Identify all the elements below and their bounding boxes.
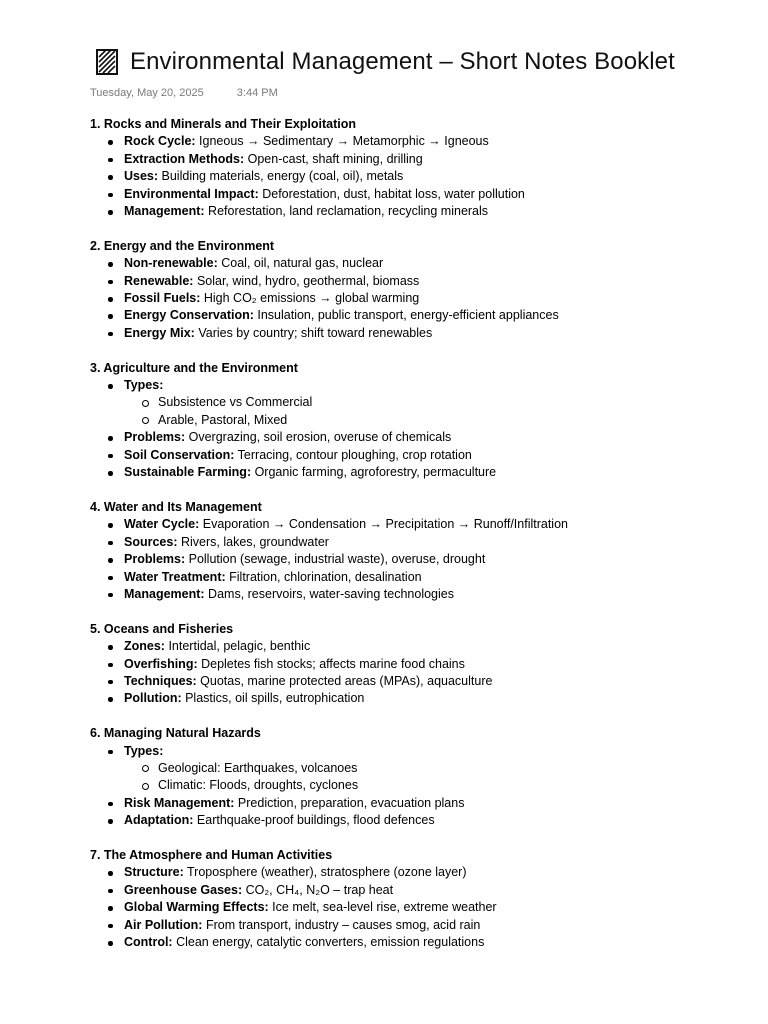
bullet-item (124, 534, 750, 551)
bullet-item (124, 569, 750, 586)
bullet-term: Zones: (124, 639, 165, 654)
sub-bullet-item: Arable, Pastoral, Mixed (158, 412, 750, 429)
bullet-item (124, 203, 750, 220)
bullet-text: Varies by country; shift toward renewables (194, 325, 433, 340)
bullet-text: Filtration, chlorination, desalination (225, 569, 422, 584)
bullet-text: From transport, industry – causes smog, acid rain (202, 917, 481, 932)
bullet-item (124, 290, 750, 307)
bullet-item (124, 255, 750, 272)
section-heading: 1. Rocks and Minerals and Their Exploitation (90, 117, 357, 131)
bullet-item (124, 934, 750, 951)
bullet-text: Overgrazing, soil erosion, overuse of chemicals (185, 430, 452, 445)
sub-bullet-item: Subsistence vs Commercial (158, 394, 750, 411)
bullet-text: Pollution (sewage, industrial waste), overuse, drought (185, 552, 486, 567)
bullet-item (124, 186, 750, 203)
bullet-term: Pollution: (124, 691, 182, 706)
bullet-item (124, 151, 750, 168)
bullet-term: Water Cycle: (124, 517, 200, 532)
bullet-item (124, 133, 750, 150)
bullet-text: Open-cast, shaft mining, drilling (244, 151, 423, 166)
bullet-text: Plastics, oil spills, eutrophication (181, 691, 365, 706)
bullet-text: High CO₂ emissions → global warming (200, 291, 420, 306)
bullet-text: Troposphere (weather), stratosphere (ozone layer) (183, 865, 467, 880)
bullet-term: Fossil Fuels: (124, 291, 201, 306)
bullet-term: Soil Conservation: (124, 447, 235, 462)
bullet-list (90, 743, 750, 830)
bullet-term: Energy Conservation: (124, 308, 254, 323)
bullet-term: Air Pollution: (124, 917, 203, 932)
bullet-term: Types: (124, 743, 164, 758)
bullet-item (124, 690, 750, 707)
bullet-item (124, 656, 750, 673)
section-heading: 4. Water and Its Management (90, 499, 262, 514)
note-section (90, 725, 750, 829)
bullet-term: Sustainable Farming: (124, 465, 252, 480)
bullet-item (124, 812, 750, 829)
bullet-text: Insulation, public transport, energy-efficient appliances (253, 308, 559, 323)
bullet-term: Global Warming Effects: (124, 900, 269, 915)
bullet-item (124, 864, 750, 881)
bullet-item (124, 917, 750, 934)
bullet-term: Sources: (124, 534, 178, 549)
bullet-list (90, 638, 750, 708)
bullet-text: Rivers, lakes, groundwater (177, 534, 329, 549)
note-time: 3:44 PM (236, 87, 278, 99)
notebook-icon (96, 49, 118, 75)
bullet-item (124, 307, 750, 324)
note-section (90, 360, 750, 482)
bullet-list (90, 516, 750, 603)
bullet-item (124, 743, 750, 795)
bullet-term: Management: (124, 586, 205, 601)
bullet-term: Types: (124, 378, 164, 393)
note-section (90, 847, 750, 951)
bullet-item (124, 673, 750, 690)
bullet-text: Terracing, contour ploughing, crop rotation (234, 447, 472, 462)
bullet-list (90, 864, 750, 951)
section-heading: 5. Oceans and Fisheries (90, 621, 234, 636)
bullet-term: Problems: (124, 430, 186, 445)
section-heading: 7. The Atmosphere and Human Activities (90, 847, 333, 862)
bullet-item (124, 795, 750, 812)
bullet-term: Adaptation: (124, 813, 194, 828)
section-heading: 6. Managing Natural Hazards (90, 726, 261, 741)
bullet-text: Building materials, energy (coal, oil), metals (158, 169, 404, 184)
bullet-text: Organic farming, agroforestry, permaculture (251, 465, 497, 480)
section-heading: 3. Agriculture and the Environment (90, 360, 298, 375)
bullet-text: Evaporation → Condensation → Precipitation → Runoff/Infiltration (199, 517, 568, 532)
bullet-item (124, 447, 750, 464)
bullet-term: Structure: (124, 865, 184, 880)
bullet-term: Techniques: (124, 673, 197, 688)
page-title: Environmental Management – Short Notes Booklet (130, 48, 675, 75)
bullet-text: Coal, oil, natural gas, nuclear (217, 256, 384, 271)
bullet-term: Energy Mix: (124, 325, 195, 340)
bullet-term: Uses: (124, 169, 159, 184)
bullet-term: Renewable: (124, 273, 194, 288)
bullet-item (124, 516, 750, 533)
bullet-text: Reforestation, land reclamation, recycling minerals (204, 204, 489, 219)
bullet-text: Dams, reservoirs, water-saving technologies (204, 586, 454, 601)
bullet-text: Deforestation, dust, habitat loss, water pollution (258, 186, 525, 201)
bullet-text: Clean energy, catalytic converters, emission regulations (172, 935, 485, 949)
bullet-item (124, 586, 750, 603)
bullet-term: Problems: (124, 552, 186, 567)
bullet-term: Management: (124, 204, 205, 219)
bullet-list (90, 377, 750, 481)
bullet-item (124, 551, 750, 568)
bullet-text: CO₂, CH₄, N₂O – trap heat (242, 882, 394, 897)
bullet-item (124, 325, 750, 342)
bullet-list (90, 133, 750, 220)
bullet-text: Igneous → Sedimentary → Metamorphic → Igneous (195, 134, 489, 149)
bullet-item (124, 168, 750, 185)
sub-bullet-list (124, 394, 750, 429)
sub-bullet-list (124, 760, 750, 795)
bullet-term: Extraction Methods: (124, 151, 245, 166)
title-row (96, 48, 675, 76)
bullet-term: Rock Cycle: (124, 134, 196, 149)
bullet-item (124, 882, 750, 899)
sub-bullet-item: Climatic: Floods, droughts, cyclones (158, 777, 750, 794)
bullet-term: Control: (124, 935, 173, 949)
note-date: Tuesday, May 20, 2025 (90, 87, 204, 99)
note-timestamp (90, 87, 278, 99)
section-heading: 2. Energy and the Environment (90, 238, 275, 253)
bullet-text: Intertidal, pelagic, benthic (164, 639, 311, 654)
bullet-text: Quotas, marine protected areas (MPAs), aquaculture (196, 673, 493, 688)
note-section (90, 499, 750, 603)
note-section (90, 238, 750, 342)
bullet-term: Overfishing: (124, 656, 198, 671)
bullet-text: Depletes fish stocks; affects marine food chains (197, 656, 465, 671)
bullet-item (124, 429, 750, 446)
bullet-item (124, 638, 750, 655)
sub-bullet-item: Geological: Earthquakes, volcanoes (158, 760, 750, 777)
bullet-text: Ice melt, sea-level rise, extreme weather (268, 900, 497, 915)
bullet-text: Solar, wind, hydro, geothermal, biomass (193, 273, 420, 288)
bullet-text: Prediction, preparation, evacuation plans (234, 795, 465, 810)
bullet-text: Earthquake-proof buildings, flood defences (193, 813, 435, 828)
bullet-item (124, 464, 750, 481)
bullet-list (90, 255, 750, 342)
bullet-item (124, 899, 750, 916)
note-section (90, 116, 750, 220)
bullet-item (124, 377, 750, 429)
bullet-term: Risk Management: (124, 795, 235, 810)
bullet-term: Water Treatment: (124, 569, 226, 584)
bullet-term: Environmental Impact: (124, 186, 259, 201)
bullet-item (124, 273, 750, 290)
note-section (90, 621, 750, 708)
bullet-term: Non-renewable: (124, 256, 218, 271)
note-body[interactable] (90, 116, 750, 969)
bullet-term: Greenhouse Gases: (124, 882, 243, 897)
